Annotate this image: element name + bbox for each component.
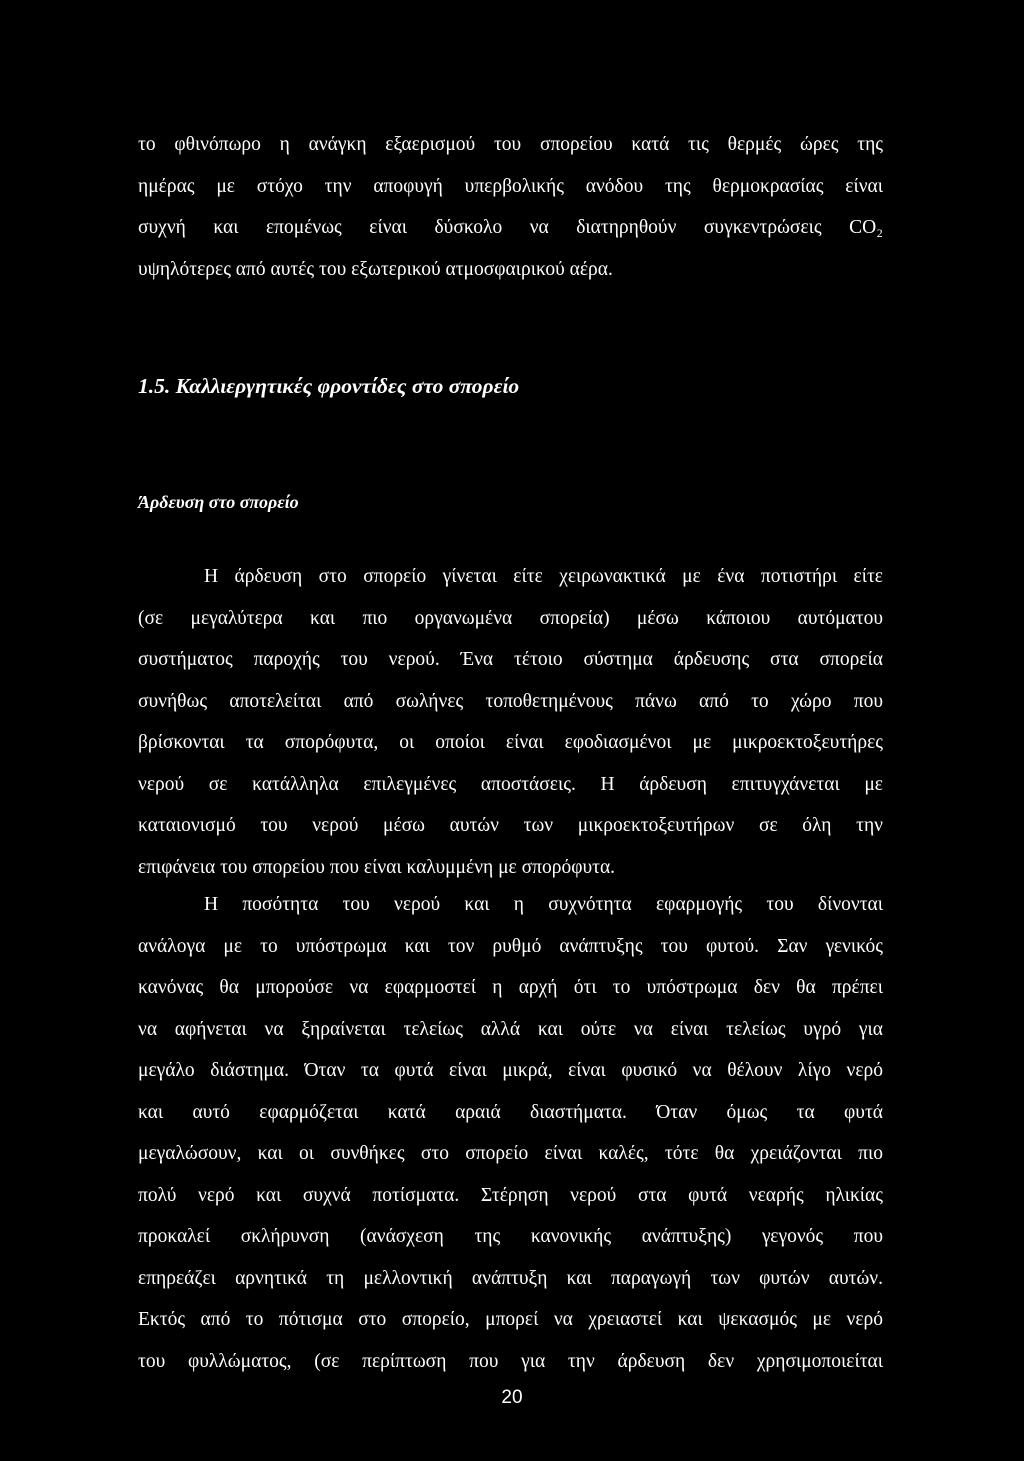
paragraph-line: βρίσκονται τα σπορόφυτα, οι οποίοι είναι εφοδιασμένοι με μικροεκτοξευτήρες (138, 732, 883, 753)
section-heading: 1.5. Καλλιεργητικές φροντίδες στο σπορείο (138, 374, 520, 398)
paragraph-line: επιφάνεια του σπορείου που είναι καλυμμένη με σπορόφυτα. (138, 856, 616, 878)
paragraph-line: συστήματος παροχής του νερού. Ένα τέτοιο σύστημα άρδευσης στα σπορεία (138, 649, 883, 670)
paragraph-line: του φυλλώματος, (σε περίπτωση που για την άρδευση δεν χρησιμοποιείται (138, 1350, 883, 1372)
paragraph-line: ανάλογα με το υπόστρωμα και τον ρυθμό ανάπτυξης του φυτού. Σαν γενικός (138, 935, 883, 957)
paragraph-line: υψηλότερες από αυτές του εξωτερικού ατμοσφαιρικού αέρα. (138, 258, 613, 280)
paragraph-line: μεγάλο διάστημα. Όταν τα φυτά είναι μικρά, είναι φυσικό να θέλουν λίγο νερό (138, 1060, 883, 1081)
paragraph-line: συνήθως αποτελείται από σωλήνες τοποθετημένους πάνω από το χώρο που (138, 690, 883, 712)
paragraph-line: ημέρας με στόχο την αποφυγή υπερβολικής ανόδου της θερμοκρασίας είναι (138, 175, 883, 197)
paragraph-line: νερού σε κατάλληλα επιλεγμένες αποστάσεις. Η άρδευση επιτυγχάνεται με (138, 773, 883, 795)
paragraph-line: συχνή και επομένως είναι δύσκολο να διατηρηθούν συγκεντρώσεις CO₂ (138, 217, 883, 238)
paragraph-line: το φθινόπωρο η ανάγκη εξαερισμού του σπορείου κατά τις θερμές ώρες της (138, 134, 883, 155)
paragraph-line: Η άρδευση στο σπορείο γίνεται είτε χειρωνακτικά με ένα ποτιστήρι είτε (204, 566, 883, 587)
paragraph-line: Εκτός από το πότισμα στο σπορείο, μπορεί να χρειαστεί και ψεκασμός με νερό (138, 1309, 883, 1330)
paragraph-line: πολύ νερό και συχνά ποτίσματα. Στέρηση νερού στα φυτά νεαρής ηλικίας (138, 1184, 883, 1206)
paragraph-line: να αφήνεται να ξηραίνεται τελείως αλλά και ούτε να είναι τελείως υγρό για (138, 1018, 883, 1040)
paragraph-2 (138, 556, 883, 888)
paragraph-line: (σε μεγαλύτερα και πιο οργανωμένα σπορεία) μέσω κάποιου αυτόματου (138, 607, 883, 629)
paragraph-line: Η ποσότητα του νερού και η συχνότητα εφαρμογής του δίνονται (204, 894, 883, 915)
page-number: 20 (501, 1387, 523, 1408)
paragraph-line: καταιονισμό του νερού μέσω αυτών των μικροεκτοξευτήρων σε όλη την (138, 815, 883, 836)
paragraph-line: μεγαλώσουν, και οι συνθήκες στο σπορείο είναι καλές, τότε θα χρειάζονται πιο (138, 1143, 883, 1164)
paragraph-1 (138, 124, 883, 290)
paragraph-line: κανόνας θα μπορούσε να εφαρμοστεί η αρχή ότι το υπόστρωμα δεν θα πρέπει (138, 977, 883, 998)
paragraph-line: και αυτό εφαρμόζεται κατά αραιά διαστήματα. Όταν όμως τα φυτά (138, 1101, 883, 1123)
paragraph-line: προκαλεί σκλήρυνση (ανάσχεση της κανονικής ανάπτυξης) γεγονός που (138, 1226, 883, 1247)
subsection-heading: Άρδευση στο σπορείο (138, 492, 299, 512)
paragraph-3 (138, 884, 883, 1382)
paragraph-line: επηρεάζει αρνητικά τη μελλοντική ανάπτυξη και παραγωγή των φυτών αυτών. (138, 1267, 883, 1289)
